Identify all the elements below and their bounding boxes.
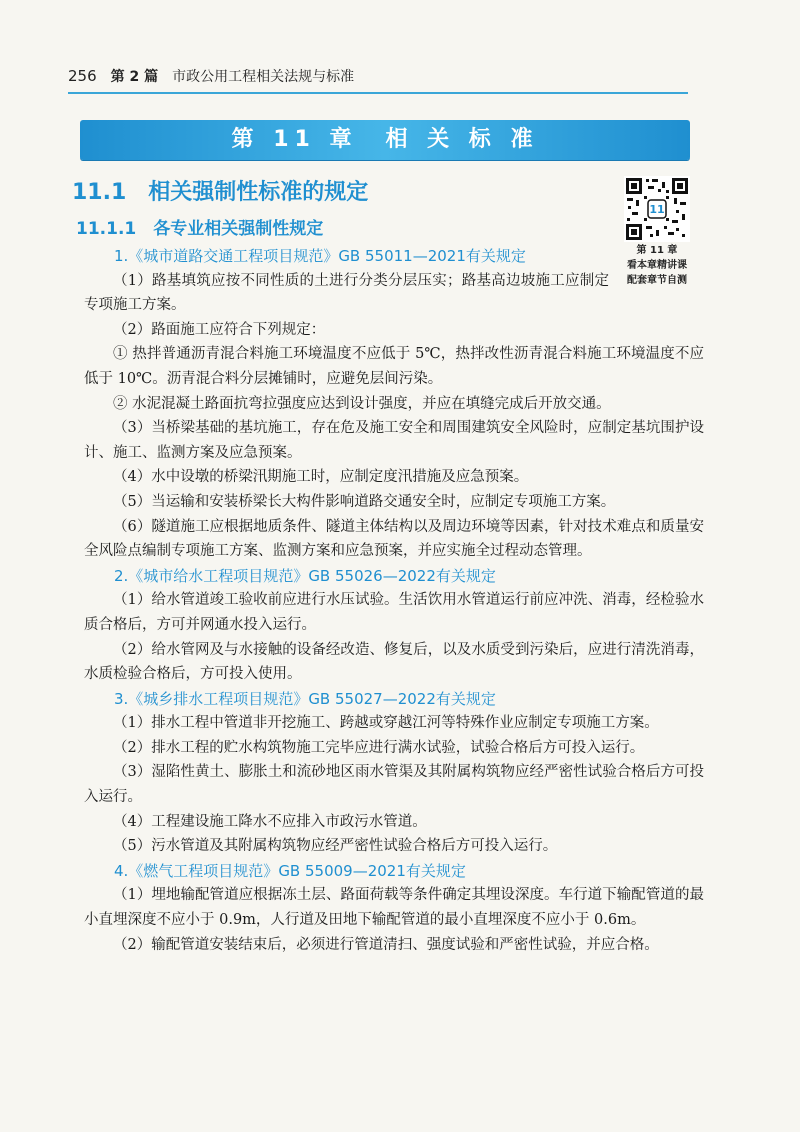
subsection-heading: 11.1.1 各专业相关强制性规定	[76, 219, 324, 239]
clause-paragraph: ① 热拌普通沥青混合料施工环境温度不应低于 5℃，热拌改性沥青混合料施工环境温度不应低于 10℃。沥青混合料分层摊铺时，应避免层间污染。	[84, 346, 704, 387]
qr-caption-lecture: 看本章精讲课	[627, 260, 687, 271]
part-label: 第 2 篇	[110, 69, 159, 85]
clause-paragraph: （1）给水管道竣工验收前应进行水压试验。生活饮用水管道运行前应冲洗、消毒，经检验水质合格后，方可并网通水投入运行。	[84, 592, 704, 633]
clause-paragraph: ② 水泥混凝土路面抗弯拉强度应达到设计强度，并应在填缝完成后开放交通。	[113, 395, 611, 412]
standard-heading: 1.《城市道路交通工程项目规范》GB 55011—2021有关规定	[114, 247, 526, 265]
clause-paragraph: （5）当运输和安装桥梁长大构件影响道路交通安全时，应制定专项施工方案。	[113, 493, 616, 510]
standard-heading: 2.《城市给水工程项目规范》GB 55026—2022有关规定	[114, 566, 496, 585]
clause-paragraph: （6）隧道施工应根据地质条件、隧道主体结构以及周边环境等因素，针对技术难点和质量安全风险点编制专项施工方案、监测方案和应急预案，并应实施全过程动态管理。	[84, 518, 704, 560]
header-divider	[68, 92, 688, 94]
clause-paragraph: （2）排水工程的贮水构筑物施工完毕应进行满水试验，试验合格后方可投入运行。	[113, 739, 645, 756]
section-heading: 11.1 相关强制性标准的规定	[72, 180, 369, 205]
page-number: 256	[68, 67, 97, 85]
clause-paragraph: （4）水中设墩的桥梁汛期施工时，应制定度汛措施及应急预案。	[113, 469, 529, 486]
clause-paragraph: （2）给水管网及与水接触的设备经改造、修复后，以及水质受到污染后，应进行清洗消毒，水质检验合格后，方可投入使用。	[84, 641, 704, 683]
chapter-title-banner: 第 11 章 相 关 标 准	[80, 120, 690, 160]
clause-paragraph: （1）路基填筑应按不同性质的土进行分类分层压实；路基高边坡施工应制定专项施工方案。	[84, 272, 609, 314]
qr-code-icon[interactable]	[624, 176, 690, 242]
clause-paragraph: （3）当桥梁基础的基坑施工，存在危及施工安全和周围建筑安全风险时，应制定基坑围护设计、施工、监测方案及应急预案。	[84, 420, 704, 461]
clause-paragraph: （3）湿陷性黄土、膨胀土和流砂地区雨水管渠及其附属构筑物应经严密性试验合格后方可投入运行。	[84, 764, 704, 806]
standard-heading: 3.《城乡排水工程项目规范》GB 55027—2022有关规定	[114, 689, 496, 708]
clause-paragraph: （2）输配管道安装结束后，必须进行管道清扫、强度试验和严密性试验，并应合格。	[113, 936, 659, 953]
qr-caption-test: 配套章节自测	[627, 275, 687, 286]
clause-paragraph: （1）埋地输配管道应根据冻土层、路面荷载等条件确定其埋设深度。车行道下输配管道的最小直埋深度不应小于 0.9m，人行道及田地下输配管道的最小直埋深度不应小于 0.6m。	[84, 887, 704, 929]
qr-center-label: 11	[649, 203, 665, 216]
clause-paragraph: （1）排水工程中管道非开挖施工、跨越或穿越江河等特殊作业应制定专项施工方案。	[113, 715, 659, 732]
clause-paragraph: （2）路面施工应符合下列规定：	[113, 321, 326, 338]
clause-paragraph: （4）工程建设施工降水不应排入市政污水管道。	[113, 813, 427, 830]
part-title: 市政公用工程相关法规与标准	[172, 69, 355, 85]
clause-paragraph: （5）污水管道及其附属构筑物应经严密性试验合格后方可投入运行。	[113, 838, 558, 855]
qr-caption-chapter: 第 11 章	[636, 245, 678, 256]
standard-heading: 4.《燃气工程项目规范》GB 55009—2021有关规定	[114, 861, 466, 880]
chapter-body	[84, 244, 704, 957]
running-head	[68, 66, 688, 86]
